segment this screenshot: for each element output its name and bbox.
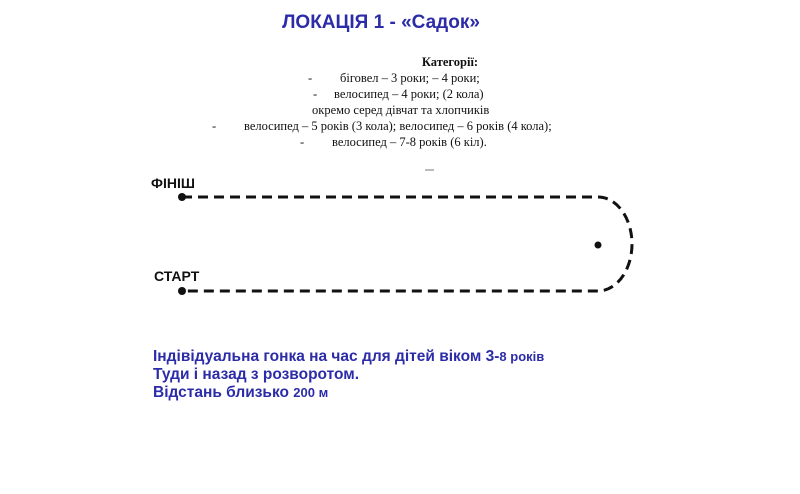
description-distance: 200 м bbox=[293, 385, 329, 400]
page-title: ЛОКАЦІЯ 1 - «Садок» bbox=[282, 12, 480, 33]
start-label: СТАРТ bbox=[154, 268, 200, 284]
bullet-dash: - bbox=[212, 119, 217, 133]
bullet-dash: - bbox=[313, 87, 318, 101]
bullet-dash: - bbox=[300, 135, 305, 149]
turnaround-point bbox=[595, 242, 602, 249]
description-line-3-main: Відстань близько bbox=[153, 384, 294, 401]
description-line-1-main: Індівідуальна гонка на час для дітей віком 3- bbox=[153, 348, 500, 365]
description-line-1 bbox=[153, 348, 544, 366]
description-line-1-age: 8 років bbox=[499, 349, 545, 364]
category-line-1: біговел – 3 роки; – 4 роки; bbox=[340, 71, 480, 85]
category-line-2: велосипед – 4 роки; (2 кола) bbox=[334, 87, 484, 101]
categories-heading: Категорії: bbox=[421, 55, 479, 69]
bullet-dash: - bbox=[308, 71, 313, 85]
finish-label: ФІНІШ bbox=[151, 175, 195, 191]
race-description bbox=[153, 348, 544, 402]
track-path bbox=[182, 197, 632, 291]
category-line-4: велосипед – 5 років (3 кола); велосипед – 6 років (4 кола); bbox=[244, 119, 552, 133]
start-point bbox=[178, 287, 186, 295]
description-line-2: Туди і назад з розворотом. bbox=[153, 366, 360, 383]
category-line-3: окремо серед дівчат та хлопчиків bbox=[312, 103, 490, 117]
category-line-5: велосипед – 7-8 років (6 кіл). bbox=[332, 135, 487, 149]
description-line-3 bbox=[153, 384, 544, 402]
finish-point bbox=[178, 193, 186, 201]
